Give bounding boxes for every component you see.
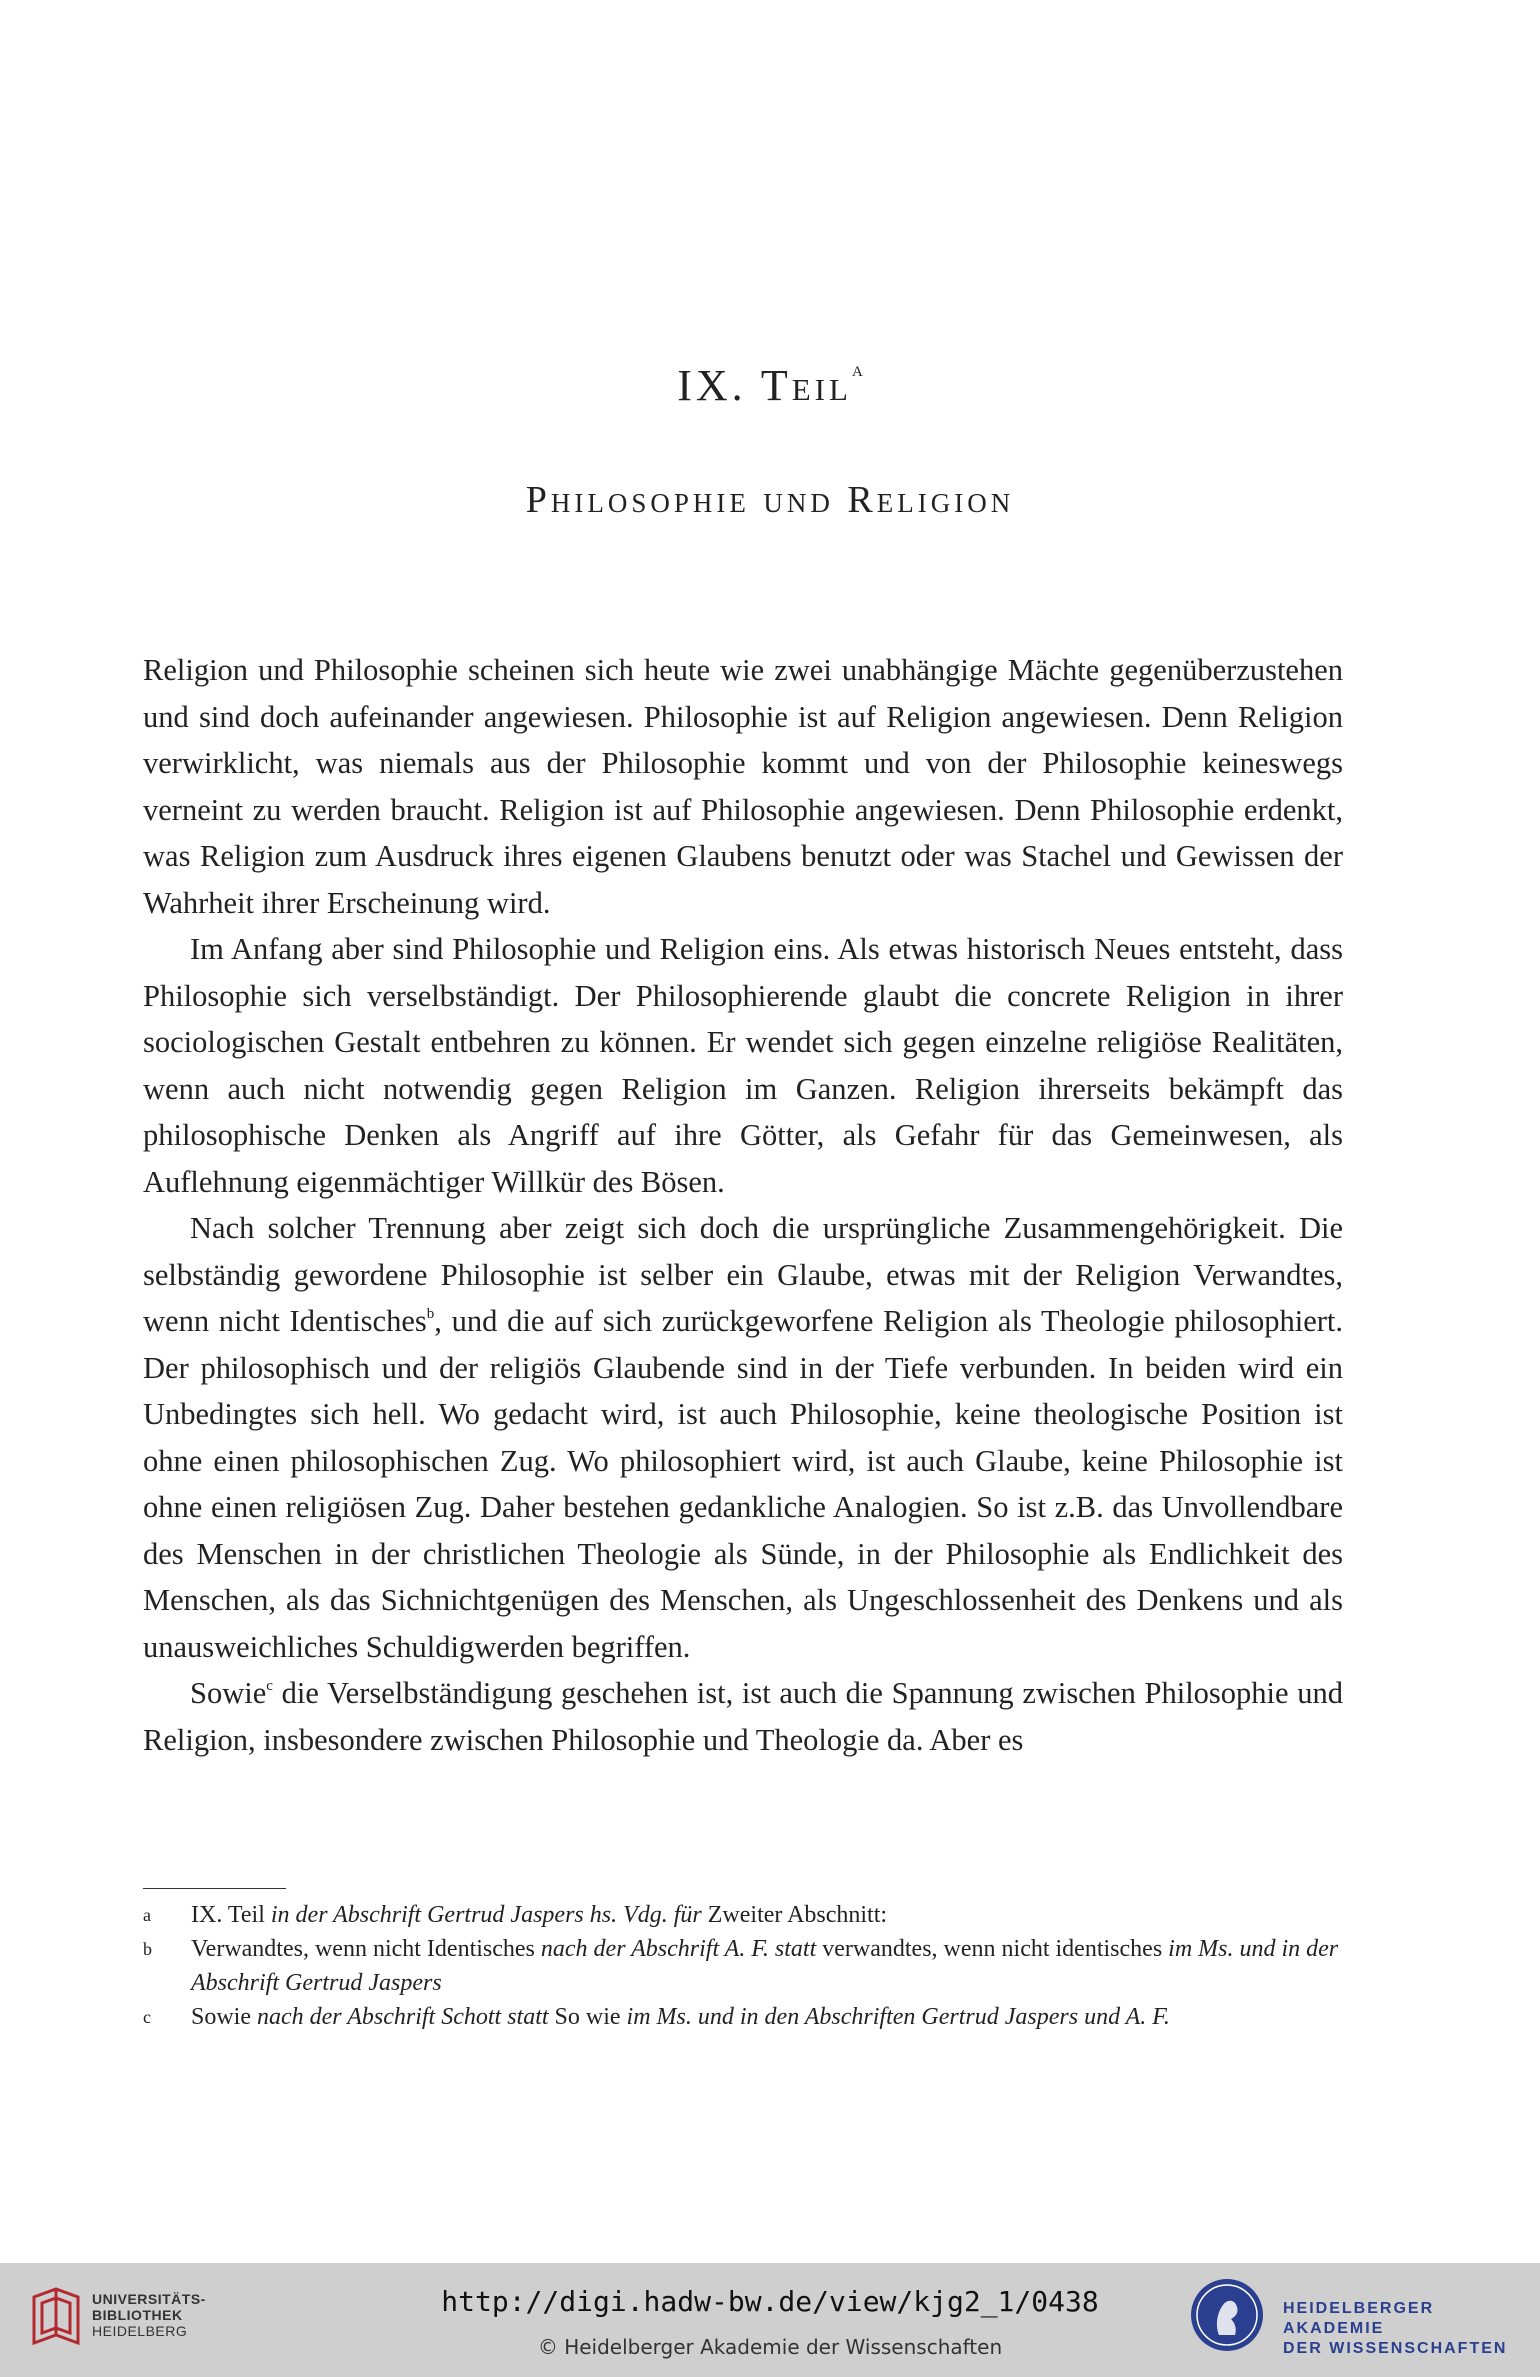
footnotes <box>143 1898 1343 2034</box>
footnote-text-italic: im Ms. und in der Abschrift Gertrud Jaspers <box>191 1936 1339 1996</box>
paragraph-text: Im Anfang aber sind Philosophie und Religion eins. Als etwas historisch Neues entsteht, dass Philosophie sich verselbständigt. Der Philosophierende glaubt die concrete Religion in ihrer sociologischen Gestalt entbehren zu können. Er wendet sich gegen einzelne religiöse Realitäten, wenn auch nicht notwendig gegen Religion im Ganzen. Religion ihrerseits bekämpft das philosophische Denken als Angriff auf ihre Götter, als Gefahr für das Gemeinwesen, als Auflehnung eigenmächtiger Willkür des Bösen. <box>143 932 1343 1199</box>
paragraph-text: , und die auf sich zurückgeworfene Religion als Theologie philosophiert. Der philosophisch und der religiös Glaubende sind in der Tiefe verbunden. In beiden wird ein Unbedingtes sich hell. Wo gedacht wird, ist auch Philosophie, keine theologische Position ist ohne einen philosophischen Zug. Wo philosophiert wird, ist auch Glaube, keine Philosophie ist ohne einen religiösen Zug. Daher bestehen gedankliche Analogien. So ist z.B. das Unvollendbare des Menschen in der christlichen Theologie als Sünde, in der Philosophie als Endlichkeit des Menschen, als das Sichnichtgenügen des Menschen, als Ungeschlossenheit des Denkens und als unausweichliches Schuldigwerden begriffen. <box>143 1304 1343 1664</box>
academy-name-line: HEIDELBERGER AKADEMIE <box>1283 2300 1435 2337</box>
footer-bar <box>0 2263 1540 2377</box>
paragraph-text: Religion und Philosophie scheinen sich heute wie zwei unabhängige Mächte gegenüberzustehen und sind doch aufeinander angewiesen. Philosophie ist auf Religion angewiesen. Denn Religion verwirklicht, was niemals aus der Philosophie kommt und von der Philosophie keineswegs verneint zu werden braucht. Religion ist auf Philosophie angewiesen. Denn Philosophie erdenkt, was Religion zum Ausdruck ihres eigenen Glaubens benutzt oder was Stachel und Gewissen der Wahrheit ihrer Erscheinung wird. <box>143 653 1343 920</box>
chapter-subtitle: Philosophie und Religion <box>525 479 1015 521</box>
footnote-text: Zweiter Abschnitt: <box>707 1902 888 1928</box>
footnote-text: verwandtes, wenn nicht identisches <box>822 1936 1169 1962</box>
library-name-line: UNIVERSITÄTS- <box>92 2291 206 2307</box>
footnote-text-italic: in der Abschrift Gertrud Jaspers hs. Vdg. für <box>270 1902 708 1928</box>
footnote-text: IX. Teil <box>191 1902 271 1928</box>
footnote-b <box>143 1932 1343 2000</box>
footnote-text-italic: nach der Abschrift Schott statt <box>257 2004 555 2030</box>
library-name-line: HEIDELBERG <box>92 2323 188 2339</box>
paragraph-2 <box>143 926 1343 1205</box>
footnote-mark-a: a <box>851 356 863 382</box>
academy-name-line: DER WISSENSCHAFTEN <box>1283 2340 1508 2357</box>
footnote-mark: c <box>143 2007 151 2027</box>
paragraph-4 <box>143 1670 1343 1763</box>
footnote-mark-b: b <box>426 1305 435 1322</box>
academy-name[interactable] <box>1283 2299 1540 2359</box>
footnote-text: Sowie <box>191 2004 257 2030</box>
paragraph-1 <box>143 647 1343 926</box>
footnote-mark: b <box>143 1939 152 1959</box>
academy-seal-icon[interactable] <box>1189 2277 1265 2353</box>
permalink-url[interactable]: http://digi.hadw-bw.de/view/kjg2_1/0438 <box>441 2285 1099 2318</box>
chapter-title <box>0 356 1540 411</box>
library-name-line: BIBLIOTHEK <box>92 2307 183 2323</box>
footnote-text: So wie <box>554 2004 627 2030</box>
footnote-text: Verwandtes, wenn nicht Identisches <box>191 1936 541 1962</box>
main-text <box>143 647 1343 1763</box>
footnote-text-italic: im Ms. und in den Abschriften Gertrud Jaspers und A. F. <box>626 2004 1170 2030</box>
paragraph-text: Sowie <box>190 1676 267 1710</box>
paragraph-text: die Verselbständigung geschehen ist, ist auch die Spannung zwischen Philosophie und Religion, insbesondere zwischen Philosophie und Theologie da. Aber es <box>143 1676 1343 1757</box>
footnote-a <box>143 1898 1343 1932</box>
footnote-mark: a <box>143 1905 151 1925</box>
copyright-notice: © Heidelberger Akademie der Wissenschaften <box>537 2335 1003 2359</box>
paragraph-3 <box>143 1205 1343 1670</box>
footnote-mark-c: c <box>266 1677 273 1694</box>
footnote-text-italic: nach der Abschrift A. F. statt <box>540 1936 823 1962</box>
footnote-divider <box>143 1888 286 1889</box>
chapter-title-text: IX. Teil <box>677 361 852 410</box>
paragraph-text: Nach solcher Trennung aber zeigt sich doch die ursprüngliche Zusammengehörigkeit. Die selbständig gewordene Philosophie ist selber ein Glaube, etwas mit der Religion Verwandtes, wenn nicht Identisches <box>143 1211 1343 1338</box>
footnote-c <box>143 2000 1343 2034</box>
